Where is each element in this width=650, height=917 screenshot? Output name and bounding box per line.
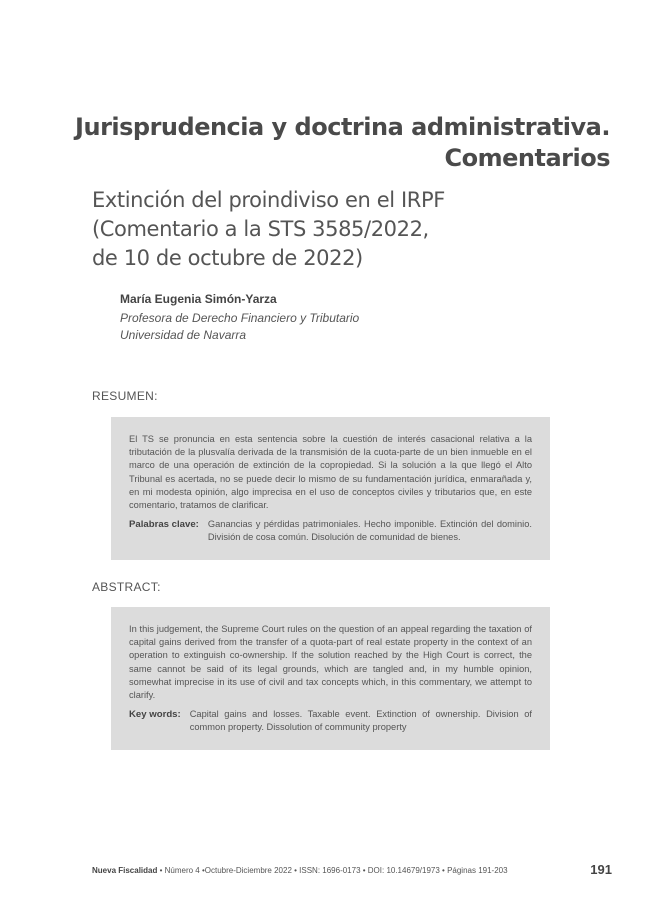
abstract-text: In this judgement, the Supreme Court rules on the question of an appeal regarding the taxation of capital gains derived from the transfer of a quota-part of real estate property in the context of an operation to extinguish co-ownership. If the solution reached by the High Court is correct, the same cannot be said of its legal grounds, which are tangled and, in my humble opinion, somewhat imprecise in its use of civil and tax concepts which, in this commentary, we attempt to clarify. [129,624,532,701]
key-words-label: Key words: [129,709,181,721]
resumen-box [111,417,550,560]
journal-name: Nueva Fiscalidad [92,866,158,875]
page-number: 191 [590,862,612,877]
article-title-line-2: (Comentario a la STS 3585/2022, [92,217,429,241]
author-position: Profesora de Derecho Financiero y Tributario [120,311,360,325]
palabras-clave-text: Ganancias y pérdidas patrimoniales. Hecho imponible. Extinción del dominio. División de cosa común. Disolución de comunidad de bienes. [207,519,532,543]
author-institution: Universidad de Navarra [120,328,247,342]
resumen-text: El TS se pronuncia en esta sentencia sobre la cuestión de interés casacional relativa a la tributación de la plusvalía derivada de la transmisión de la cuota-parte de un bien inmueble en el marco de una operación de extinción de la copropiedad. Si la solución a la que llegó el Alto Tribunal es acertada, no se puede decir lo mismo de su fundamentación jurídica, enmarañada y, en mi modesta opinión, algo imprecisa en el uso de conceptos civiles y tributarios que, en este comentario, tratamos de clarificar. [129,434,532,511]
section-title-line-1: Jurisprudencia y doctrina administrativa. [75,113,610,141]
author-affiliation [120,310,359,344]
article-title-line-3: de 10 de octubre de 2022) [92,246,363,270]
journal-details: • Número 4 •Octubre-Diciembre 2022 • ISSN: 1696-0173 • DOI: 10.14679/1973 • Páginas 191-203 [157,866,508,875]
resumen-label: RESUMEN: [92,389,158,403]
abstract-box [111,607,550,750]
section-title [50,112,610,174]
key-words-text: Capital gains and losses. Taxable event. Extinction of ownership. Division of common property. Dissolution of community property [189,709,532,733]
article-title-line-1: Extinción del proindiviso en el IRPF [92,188,445,212]
palabras-clave [129,518,532,544]
abstract-label: ABSTRACT: [92,580,161,594]
article-title [92,186,552,273]
section-title-line-2: Comentarios [444,144,610,172]
footer [92,866,612,875]
author-name: María Eugenia Simón-Yarza [120,292,277,306]
key-words [129,708,532,734]
palabras-clave-label: Palabras clave: [129,519,199,531]
